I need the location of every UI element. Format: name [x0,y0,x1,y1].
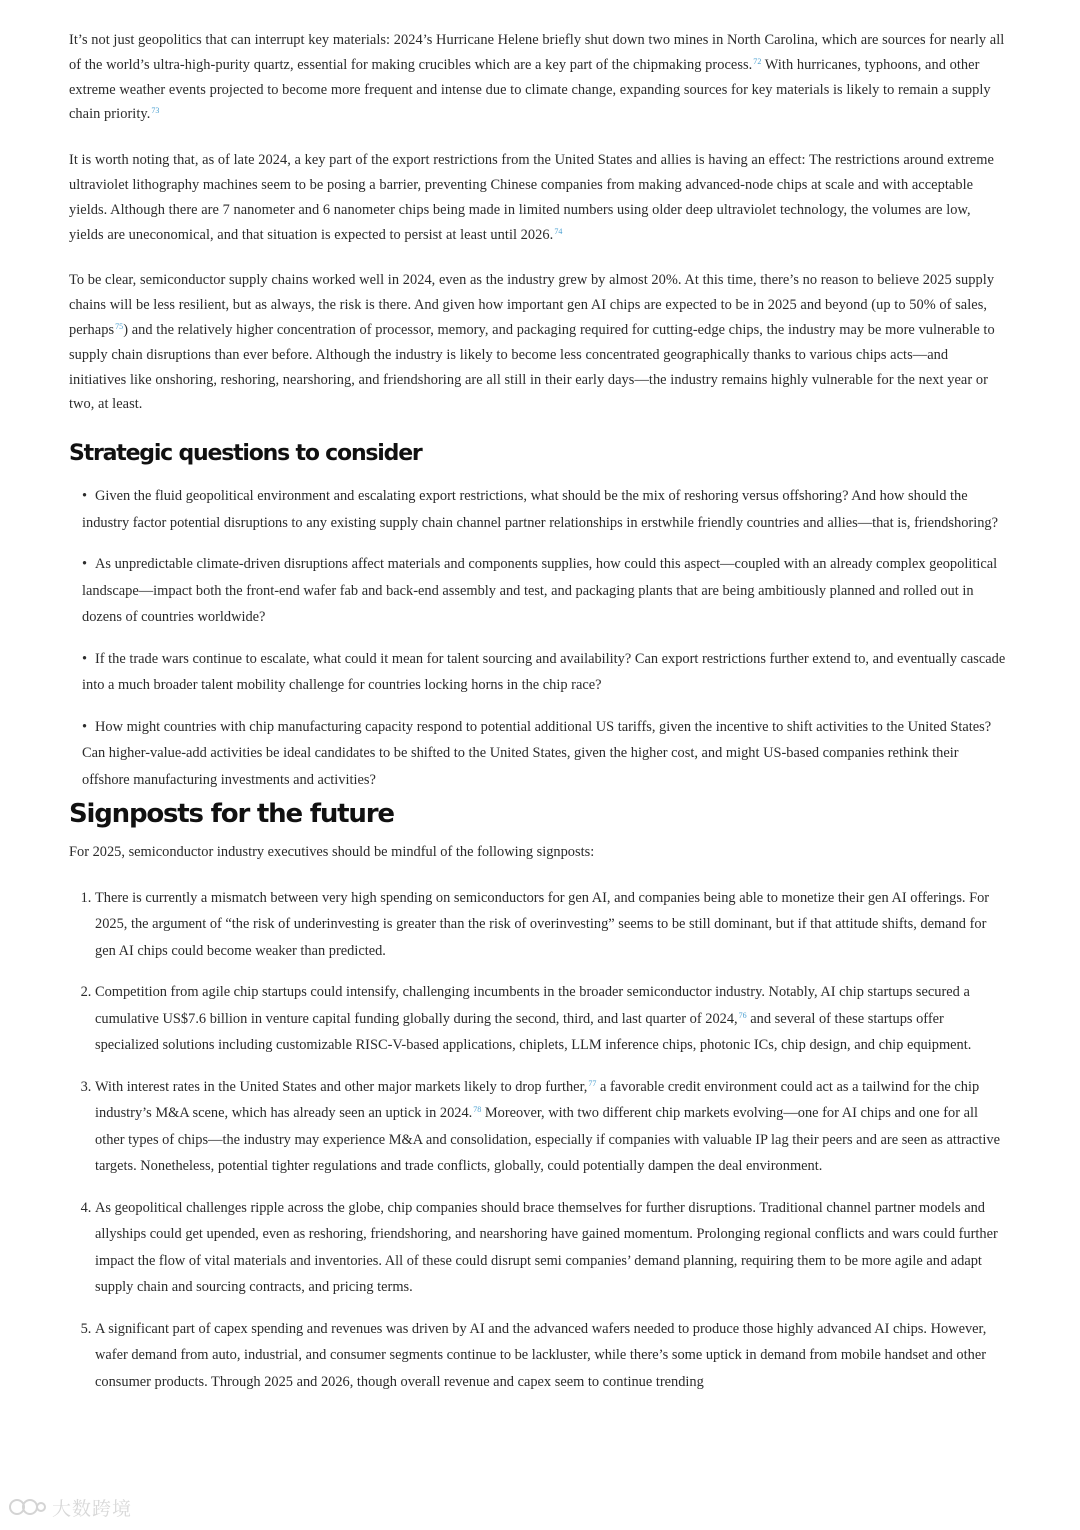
footnote-ref[interactable]: 74 [554,226,563,236]
paragraph [69,28,1009,127]
list-item [82,646,1009,699]
text-run: Competition from agile chip startups could intensify, challenging incumbents in the broader semiconductor industry. Notably, AI chip startups secured a cumulative US$7.6 billion in venture capital funding globally during the second, third, and last quarter of 2024, [95,984,970,1027]
list-item-text: How might countries with chip manufacturing capacity respond to potential additional US tariffs, given the incentive to shift activities to the United States? Can higher-value-add activities be ideal candidates to be shifted to the United States, given the higher cost, and might US-based companies rethink their offshore manufacturing investments and activities? [82,718,992,788]
text-run: It is worth noting that, as of late 2024, a key part of the export restrictions from the United States and allies is having an effect: The restrictions around extreme ultraviolet lithography machines seem to be posing a barrier, preventing Chinese companies from making advanced-node chips at scale and with acceptable yields. Although there are 7 nanometer and 6 nanometer chips being made in limited numbers using older deep ultraviolet technology, the volumes are low, yields are uneconomical, and that situation is expected to persist at least until 2026. [69,152,994,243]
bullet-icon: • [82,556,88,573]
strategic-questions-heading: Strategic questions to consider [69,441,422,467]
text-run: There is currently a mismatch between very high spending on semiconductors for gen AI, and companies being able to monetize their gen AI offerings. For 2025, the argument of “the risk of underinvesting is greater than the risk of overinvesting” seems to be still dominant, but if that attitude shifts, demand for gen AI chips could become weaker than predicted. [95,889,990,959]
footnote-ref[interactable]: 72 [753,56,762,66]
text-run: and several of these startups offer specialized solutions including customizable RISC-V-based applications, chiplets, LLM inference chips, photonic ICs, chip design, and chip equipment. [95,1010,972,1054]
list-item [82,714,1009,794]
list-item [82,551,1009,631]
paragraph [69,148,1009,247]
text-run: Moreover, with two different chip markets evolving—one for AI chips and one for all other types of chips—the industry may experience M&A and consolidation, especially if companies with valuable IP lag their peers and are seen as attractive targets. Nonetheless, potential tighter regulations and trade conflicts, globally, could potentially dampen the deal environment. [95,1105,1000,1175]
bullet-icon: • [82,650,88,667]
bullet-icon: • [82,718,88,735]
text-run: ) and the relatively higher concentration of processor, memory, and packaging required for cutting-edge chips, the industry may be more vulnerable to supply chain disruptions than ever before. Although the industry is likely to become less concentrated geographically thanks to various chips acts—and initiatives like onshoring, reshoring, nearshoring, and friendshoring are all still in their early days—the industry remains highly vulnerable for the next year or two, at least. [69,321,995,413]
list-item [95,1195,1009,1301]
text-run: To be clear, semiconductor supply chains worked well in 2024, even as the industry grew by almost 20%. At this time, there’s no reason to believe 2025 supply chains will be less resilient, but as always, the risk is there. And given how important gen AI chips are expected to be in 2025 and beyond (up to 50% of sales, perhaps [69,272,995,338]
footnote-ref[interactable]: 77 [588,1078,597,1088]
text-run: As geopolitical challenges ripple across the globe, chip companies should brace themselves for further disruptions. Traditional channel partner models and allyships could get upended, even as reshoring, friendshoring, and nearshoring have gained momentum. Prolonging regional conflicts and wars could further impact the flow of vital materials and inventories. All of these could disrupt semi companies’ demand planning, requiring them to be more agile and adapt supply chain and sourcing contracts, and pricing terms. [95,1199,998,1296]
list-item-text: If the trade wars continue to escalate, what could it mean for talent sourcing and availability? Can export restrictions further extend to, and eventually cascade into a much broader talent mobility challenge for countries locking horns in the chip race? [82,650,1006,694]
list-item [82,483,1009,536]
footnote-ref[interactable]: 78 [473,1105,482,1115]
signposts-heading: Signposts for the future [69,799,394,830]
signposts-list [69,885,1009,1396]
signposts-intro: For 2025, semiconductor industry executives should be mindful of the following signposts: [69,844,595,861]
logo-icon [8,1496,48,1523]
list-item-text: As unpredictable climate-driven disruptions affect materials and components supplies, how could this aspect—coupled with an already complex geopolitical landscape—impact both the front-end wafer fab and back-end assembly and test, and packaging plants that are being ambitiously planned and rolled out in dozens of countries worldwide? [82,556,998,626]
list-item [95,1316,1009,1396]
strategic-questions-list [69,483,1009,793]
footnote-ref[interactable]: 73 [151,106,160,116]
list-item [95,885,1009,965]
text-run: With hurricanes, typhoons, and other extreme weather events projected to become more frequent and intense due to climate change, expanding sources for key materials is likely to remain a supply chain priority. [69,56,991,123]
footnote-ref[interactable]: 75 [115,321,124,331]
text-run: It’s not just geopolitics that can interrupt key materials: 2024’s Hurricane Helene briefly shut down two mines in North Carolina, which are sources for nearly all of the world’s ultra-high-purity quartz, essential for making crucibles which are a key part of the chipmaking process. [69,32,1005,73]
text-run: A significant part of capex spending and revenues was driven by AI and the advanced wafers needed to produce those highly advanced AI chips. However, wafer demand from auto, industrial, and consumer segments continue to be lackluster, while there’s some uptick in demand from mobile handset and other consumer products. Through 2025 and 2026, though overall revenue and capex seem to continue trending [95,1320,987,1390]
paragraph [69,268,1009,417]
list-item [95,979,1009,1059]
watermark-text: 大数跨境 [52,1498,133,1520]
watermark [8,1494,132,1523]
bullet-icon: • [82,488,88,505]
text-run: a favorable credit environment could act as a tailwind for the chip industry’s M&A scene, which has already seen an uptick in 2024. [95,1078,980,1122]
list-item [95,1074,1009,1180]
intro-paragraphs [69,28,1009,417]
document-page [69,28,1009,1410]
text-run: With interest rates in the United States and other major markets likely to drop further, [95,1078,588,1095]
list-item-text: Given the fluid geopolitical environment and escalating export restrictions, what should be the mix of reshoring versus offshoring? And how should the industry factor potential disruptions to any existing supply chain channel partner relationships in erstwhile friendly countries and allies—that is, friendshoring? [82,488,998,531]
footnote-ref[interactable]: 76 [738,1010,747,1020]
